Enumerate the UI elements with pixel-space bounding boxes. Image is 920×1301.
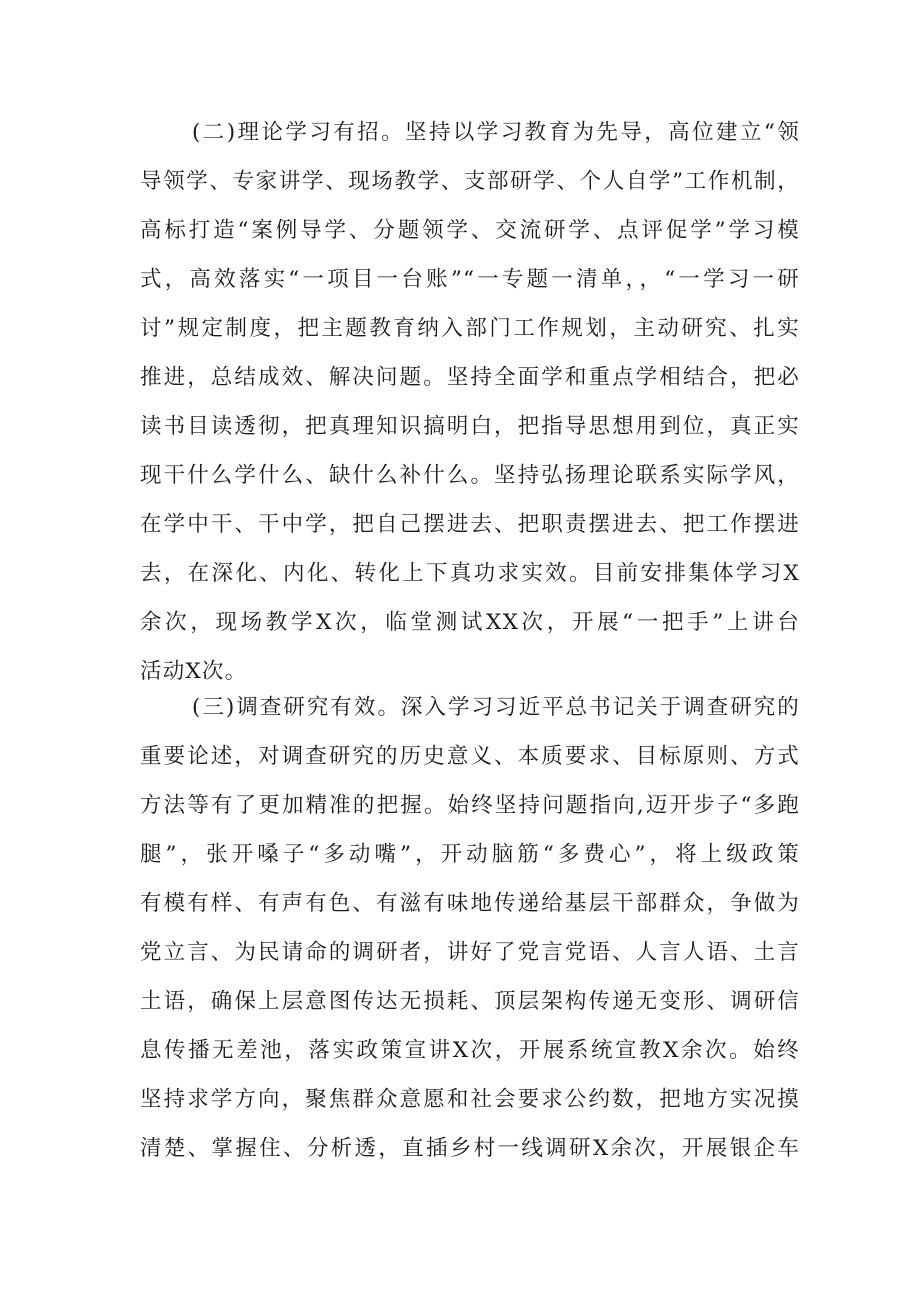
paragraph-line: 腿”，张开嗓子“多动嘴”，开动脑筋“多费心”，将上级政策	[140, 842, 800, 867]
paragraph-line: 余次，现场教学X次，临堂测试XX次，开展“一把手”上讲台	[140, 610, 800, 635]
paragraph-line: 去，在深化、内化、转化上下真功求实效。目前安排集体学习X	[140, 561, 800, 586]
paragraph-line: 讨”规定制度，把主题教育纳入部门工作规划，主动研究、扎实	[140, 316, 800, 341]
paragraph-line: 方法等有了更加精准的把握。始终坚持问题指向,迈开步子“多跑	[140, 793, 800, 818]
paragraph-line: 导领学、专家讲学、现场教学、支部研学、个人自学”工作机制，	[140, 169, 800, 194]
paragraph-theory-study	[140, 108, 800, 696]
paragraph-line: (三)调查研究有效。深入学习习近平总书记关于调查研究的	[192, 695, 800, 720]
paragraph-line: 高标打造“案例导学、分题领学、交流研学、点评促学”学习模	[140, 218, 800, 243]
paragraph-line: 土语，确保上层意图传达无损耗、顶层架构传递无变形、调研信	[140, 989, 800, 1014]
paragraph-line: (二)理论学习有招。坚持以学习教育为先导，高位建立“领	[192, 120, 800, 145]
paragraph-line: 活动X次。	[140, 659, 248, 684]
paragraph-line: 息传播无差池，落实政策宣讲X次，开展系统宣教X余次。始终	[140, 1038, 800, 1063]
paragraph-line: 式，高效落实“一项目一台账”“一专题一清单，，“一学习一研	[140, 267, 800, 292]
paragraph-line: 党立言、为民请命的调研者，讲好了党言党语、人言人语、土言	[140, 940, 800, 965]
paragraph-line: 在学中干、干中学，把自己摆进去、把职责摆进去、把工作摆进	[140, 512, 800, 537]
paragraph-line: 重要论述，对调查研究的历史意义、本质要求、目标原则、方式	[140, 744, 800, 769]
paragraph-line: 现干什么学什么、缺什么补什么。坚持弘扬理论联系实际学风，	[140, 463, 800, 488]
paragraph-line: 推进，总结成效、解决问题。坚持全面学和重点学相结合，把必	[140, 365, 800, 390]
paragraph-line: 读书目读透彻，把真理知识搞明白，把指导思想用到位，真正实	[140, 414, 800, 439]
paragraph-line: 有模有样、有声有色、有滋有味地传递给基层干部群众，争做为	[140, 891, 800, 916]
paragraph-line: 清楚、掌握住、分析透，直插乡村一线调研X余次，开展银企车	[140, 1136, 800, 1161]
paragraph-line: 坚持求学方向，聚焦群众意愿和社会要求公约数，把地方实况摸	[140, 1087, 800, 1112]
paragraph-investigation-research	[140, 683, 800, 1173]
